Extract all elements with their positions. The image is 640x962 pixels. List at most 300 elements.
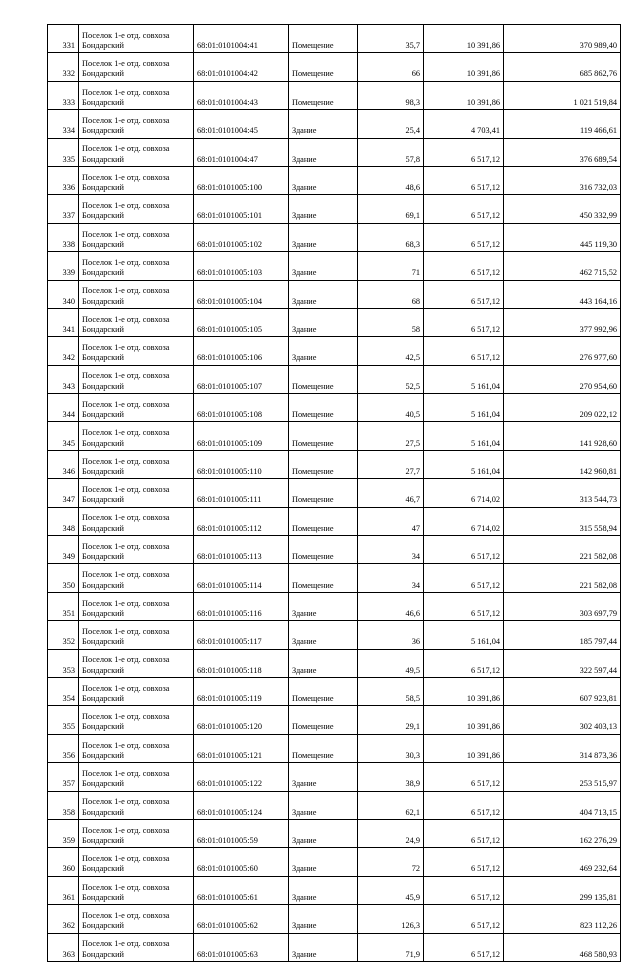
cadastral-number: 68:01:0101005:61 xyxy=(194,876,289,904)
address-cell xyxy=(79,706,194,734)
address-cell xyxy=(79,848,194,876)
address-line-district: Бондарский xyxy=(82,41,124,51)
cadastral-number: 68:01:0101005:112 xyxy=(194,507,289,535)
object-type: Помещение xyxy=(289,677,358,705)
row-number: 332 xyxy=(48,53,79,81)
area-value: 62,1 xyxy=(358,791,424,819)
object-type: Помещение xyxy=(289,507,358,535)
cadastral-value: 404 713,15 xyxy=(504,791,621,819)
area-value: 34 xyxy=(358,536,424,564)
address-line-district: Бондарский xyxy=(82,438,124,448)
address-line-settlement: Поселок 1-е отд. совхоза xyxy=(82,768,170,778)
address-line-district: Бондарский xyxy=(82,381,124,391)
object-type: Здание xyxy=(289,166,358,194)
cadastral-number: 68:01:0101005:122 xyxy=(194,763,289,791)
row-number: 349 xyxy=(48,536,79,564)
row-number: 333 xyxy=(48,81,79,109)
address-line-settlement: Поселок 1-е отд. совхоза xyxy=(82,513,170,523)
cadastral-number: 68:01:0101005:110 xyxy=(194,450,289,478)
cadastral-value: 221 582,08 xyxy=(504,564,621,592)
address-line-district: Бондарский xyxy=(82,921,124,931)
address-cell xyxy=(79,592,194,620)
cadastral-value: 162 276,29 xyxy=(504,819,621,847)
address-line-settlement: Поселок 1-е отд. совхоза xyxy=(82,456,170,466)
address-line-settlement: Поселок 1-е отд. совхоза xyxy=(82,144,170,154)
area-value: 24,9 xyxy=(358,819,424,847)
area-value: 29,1 xyxy=(358,706,424,734)
unit-value: 6 517,12 xyxy=(424,166,504,194)
row-number: 352 xyxy=(48,621,79,649)
address-cell xyxy=(79,479,194,507)
cadastral-value: 377 992,96 xyxy=(504,308,621,336)
address-line-district: Бондарский xyxy=(82,325,124,334)
address-line-district: Бондарский xyxy=(82,523,124,533)
address-cell xyxy=(79,195,194,223)
cadastral-value: 299 135,81 xyxy=(504,876,621,904)
object-type: Помещение xyxy=(289,734,358,762)
row-number: 346 xyxy=(48,450,79,478)
address-cell xyxy=(79,905,194,933)
cadastral-number: 68:01:0101005:119 xyxy=(194,677,289,705)
address-line-settlement: Поселок 1-е отд. совхоза xyxy=(82,882,170,892)
object-type: Здание xyxy=(289,621,358,649)
cadastral-number: 68:01:0101005:62 xyxy=(194,905,289,933)
cadastral-number: 68:01:0101005:118 xyxy=(194,649,289,677)
object-type: Здание xyxy=(289,905,358,933)
unit-value: 6 517,12 xyxy=(424,223,504,251)
address-line-settlement: Поселок 1-е отд. совхоза xyxy=(82,59,170,69)
table-row xyxy=(48,734,621,762)
cadastral-value: 316 732,03 xyxy=(504,166,621,194)
address-cell xyxy=(79,763,194,791)
row-number: 360 xyxy=(48,848,79,876)
table-row xyxy=(48,365,621,393)
address-line-settlement: Поселок 1-е отд. совхоза xyxy=(82,541,170,551)
address-cell xyxy=(79,166,194,194)
area-value: 68 xyxy=(358,280,424,308)
row-number: 339 xyxy=(48,252,79,280)
object-type: Здание xyxy=(289,876,358,904)
unit-value: 5 161,04 xyxy=(424,365,504,393)
address-line-district: Бондарский xyxy=(82,949,124,959)
address-line-settlement: Поселок 1-е отд. совхоза xyxy=(82,286,170,296)
cadastral-value: 314 873,36 xyxy=(504,734,621,762)
address-cell xyxy=(79,450,194,478)
object-type: Здание xyxy=(289,223,358,251)
address-line-district: Бондарский xyxy=(82,353,124,363)
row-number: 356 xyxy=(48,734,79,762)
table-row xyxy=(48,592,621,620)
address-line-settlement: Поселок 1-е отд. совхоза xyxy=(82,485,170,495)
address-cell xyxy=(79,223,194,251)
unit-value: 6 517,12 xyxy=(424,592,504,620)
cadastral-value: 270 954,60 xyxy=(504,365,621,393)
unit-value: 6 517,12 xyxy=(424,308,504,336)
cadastral-value: 823 112,26 xyxy=(504,905,621,933)
row-number: 354 xyxy=(48,677,79,705)
cadastral-number: 68:01:0101005:63 xyxy=(194,933,289,961)
row-number: 359 xyxy=(48,819,79,847)
unit-value: 6 517,12 xyxy=(424,138,504,166)
cadastral-value: 1 021 519,84 xyxy=(504,81,621,109)
table-row xyxy=(48,791,621,819)
cadastral-value: 303 697,79 xyxy=(504,592,621,620)
area-value: 38,9 xyxy=(358,763,424,791)
table-row xyxy=(48,564,621,592)
table-row xyxy=(48,479,621,507)
table-row xyxy=(48,337,621,365)
cadastral-value: 315 558,94 xyxy=(504,507,621,535)
address-line-district: Бондарский xyxy=(82,608,124,618)
area-value: 68,3 xyxy=(358,223,424,251)
cadastral-value: 142 960,81 xyxy=(504,450,621,478)
address-line-settlement: Поселок 1-е отд. совхоза xyxy=(82,115,170,125)
area-value: 49,5 xyxy=(358,649,424,677)
cadastral-number: 68:01:0101005:100 xyxy=(194,166,289,194)
row-number: 343 xyxy=(48,365,79,393)
unit-value: 5 161,04 xyxy=(424,422,504,450)
address-line-district: Бондарский xyxy=(82,211,124,221)
cadastral-value: 443 164,16 xyxy=(504,280,621,308)
row-number: 363 xyxy=(48,933,79,961)
address-line-district: Бондарский xyxy=(82,637,124,647)
address-line-settlement: Поселок 1-е отд. совхоза xyxy=(82,712,170,722)
address-line-settlement: Поселок 1-е отд. совхоза xyxy=(82,172,170,182)
object-type: Помещение xyxy=(289,564,358,592)
row-number: 336 xyxy=(48,166,79,194)
row-number: 358 xyxy=(48,791,79,819)
object-type: Здание xyxy=(289,649,358,677)
unit-value: 6 517,12 xyxy=(424,763,504,791)
address-cell xyxy=(79,819,194,847)
address-line-district: Бондарский xyxy=(82,69,124,79)
area-value: 40,5 xyxy=(358,394,424,422)
area-value: 58,5 xyxy=(358,677,424,705)
row-number: 344 xyxy=(48,394,79,422)
cadastral-value: 313 544,73 xyxy=(504,479,621,507)
address-line-settlement: Поселок 1-е отд. совхоза xyxy=(82,627,170,636)
address-cell xyxy=(79,621,194,649)
area-value: 34 xyxy=(358,564,424,592)
object-type: Помещение xyxy=(289,81,358,109)
table-row xyxy=(48,223,621,251)
address-line-district: Бондарский xyxy=(82,864,124,874)
table-row xyxy=(48,166,621,194)
address-cell xyxy=(79,791,194,819)
table-row xyxy=(48,252,621,280)
cadastral-number: 68:01:0101005:104 xyxy=(194,280,289,308)
address-line-settlement: Поселок 1-е отд. совхоза xyxy=(82,229,170,239)
table-row xyxy=(48,819,621,847)
object-type: Здание xyxy=(289,592,358,620)
area-value: 42,5 xyxy=(358,337,424,365)
unit-value: 6 517,12 xyxy=(424,933,504,961)
object-type: Здание xyxy=(289,280,358,308)
object-type: Здание xyxy=(289,848,358,876)
cadastral-number: 68:01:0101005:105 xyxy=(194,308,289,336)
table-row xyxy=(48,621,621,649)
table-row xyxy=(48,677,621,705)
address-line-settlement: Поселок 1-е отд. совхоза xyxy=(82,910,170,920)
table-row xyxy=(48,450,621,478)
unit-value: 6 517,12 xyxy=(424,876,504,904)
row-number: 353 xyxy=(48,649,79,677)
object-type: Здание xyxy=(289,308,358,336)
unit-value: 10 391,86 xyxy=(424,25,504,53)
cadastral-number: 68:01:0101005:124 xyxy=(194,791,289,819)
table-row xyxy=(48,394,621,422)
area-value: 69,1 xyxy=(358,195,424,223)
address-line-settlement: Поселок 1-е отд. совхоза xyxy=(82,314,170,324)
unit-value: 6 517,12 xyxy=(424,649,504,677)
area-value: 126,3 xyxy=(358,905,424,933)
address-cell xyxy=(79,536,194,564)
object-type: Помещение xyxy=(289,394,358,422)
address-cell xyxy=(79,933,194,961)
row-number: 335 xyxy=(48,138,79,166)
cadastral-value: 462 715,52 xyxy=(504,252,621,280)
address-line-settlement: Поселок 1-е отд. совхоза xyxy=(82,939,170,949)
cadastral-value: 322 597,44 xyxy=(504,649,621,677)
cadastral-value: 376 689,54 xyxy=(504,138,621,166)
cadastral-number: 68:01:0101005:121 xyxy=(194,734,289,762)
address-line-district: Бондарский xyxy=(82,552,124,562)
unit-value: 6 517,12 xyxy=(424,848,504,876)
cadastral-number: 68:01:0101004:41 xyxy=(194,25,289,53)
unit-value: 10 391,86 xyxy=(424,81,504,109)
cadastral-number: 68:01:0101005:106 xyxy=(194,337,289,365)
area-value: 52,5 xyxy=(358,365,424,393)
cadastral-number: 68:01:0101005:107 xyxy=(194,365,289,393)
address-line-settlement: Поселок 1-е отд. совхоза xyxy=(82,87,170,97)
cadastral-value: 253 515,97 xyxy=(504,763,621,791)
object-type: Здание xyxy=(289,195,358,223)
address-cell xyxy=(79,677,194,705)
table-row xyxy=(48,25,621,53)
address-line-district: Бондарский xyxy=(82,268,124,278)
cadastral-number: 68:01:0101005:103 xyxy=(194,252,289,280)
row-number: 334 xyxy=(48,110,79,138)
table-row xyxy=(48,933,621,961)
area-value: 27,7 xyxy=(358,450,424,478)
cadastral-value: 119 466,61 xyxy=(504,110,621,138)
row-number: 342 xyxy=(48,337,79,365)
unit-value: 6 517,12 xyxy=(424,905,504,933)
object-type: Здание xyxy=(289,763,358,791)
address-line-settlement: Поселок 1-е отд. совхоза xyxy=(82,343,170,353)
cadastral-number: 68:01:0101005:116 xyxy=(194,592,289,620)
cadastral-value: 468 580,93 xyxy=(504,933,621,961)
area-value: 47 xyxy=(358,507,424,535)
address-line-district: Бондарский xyxy=(82,126,124,136)
cadastral-number: 68:01:0101005:102 xyxy=(194,223,289,251)
cadastral-value: 302 403,13 xyxy=(504,706,621,734)
unit-value: 4 703,41 xyxy=(424,110,504,138)
address-line-settlement: Поселок 1-е отд. совхоза xyxy=(82,371,170,381)
unit-value: 6 517,12 xyxy=(424,195,504,223)
cadastral-value: 685 862,76 xyxy=(504,53,621,81)
cadastral-number: 68:01:0101005:114 xyxy=(194,564,289,592)
cadastral-value: 450 332,99 xyxy=(504,195,621,223)
address-line-district: Бондарский xyxy=(82,154,124,164)
area-value: 48,6 xyxy=(358,166,424,194)
address-line-district: Бондарский xyxy=(82,836,124,846)
address-cell xyxy=(79,53,194,81)
cadastral-value: 607 923,81 xyxy=(504,677,621,705)
row-number: 345 xyxy=(48,422,79,450)
address-cell xyxy=(79,564,194,592)
unit-value: 6 517,12 xyxy=(424,280,504,308)
address-cell xyxy=(79,394,194,422)
object-type: Помещение xyxy=(289,365,358,393)
unit-value: 6 517,12 xyxy=(424,252,504,280)
address-line-district: Бондарский xyxy=(82,694,124,704)
cadastral-number: 68:01:0101004:42 xyxy=(194,53,289,81)
address-cell xyxy=(79,734,194,762)
row-number: 338 xyxy=(48,223,79,251)
table-row xyxy=(48,110,621,138)
unit-value: 6 517,12 xyxy=(424,536,504,564)
unit-value: 6 517,12 xyxy=(424,791,504,819)
cadastral-number: 68:01:0101005:117 xyxy=(194,621,289,649)
unit-value: 6 517,12 xyxy=(424,819,504,847)
table-row xyxy=(48,876,621,904)
address-line-settlement: Поселок 1-е отд. совхоза xyxy=(82,201,170,211)
table-row xyxy=(48,848,621,876)
object-type: Здание xyxy=(289,791,358,819)
object-type: Помещение xyxy=(289,53,358,81)
unit-value: 6 517,12 xyxy=(424,564,504,592)
table-row xyxy=(48,507,621,535)
object-type: Здание xyxy=(289,819,358,847)
area-value: 45,9 xyxy=(358,876,424,904)
address-line-settlement: Поселок 1-е отд. совхоза xyxy=(82,598,170,608)
row-number: 341 xyxy=(48,308,79,336)
area-value: 71,9 xyxy=(358,933,424,961)
address-line-district: Бондарский xyxy=(82,750,124,760)
object-type: Здание xyxy=(289,337,358,365)
cadastral-number: 68:01:0101004:45 xyxy=(194,110,289,138)
address-line-district: Бондарский xyxy=(82,239,124,249)
address-cell xyxy=(79,81,194,109)
address-line-district: Бондарский xyxy=(82,892,124,902)
unit-value: 10 391,86 xyxy=(424,677,504,705)
address-line-district: Бондарский xyxy=(82,779,124,789)
address-line-settlement: Поселок 1-е отд. совхоза xyxy=(82,825,170,835)
address-cell xyxy=(79,252,194,280)
area-value: 46,7 xyxy=(358,479,424,507)
cadastral-number: 68:01:0101004:47 xyxy=(194,138,289,166)
object-type: Помещение xyxy=(289,706,358,734)
address-line-settlement: Поселок 1-е отд. совхоза xyxy=(82,257,170,267)
cadastral-value: 141 928,60 xyxy=(504,422,621,450)
object-type: Помещение xyxy=(289,450,358,478)
address-line-district: Бондарский xyxy=(82,495,124,505)
row-number: 340 xyxy=(48,280,79,308)
area-value: 71 xyxy=(358,252,424,280)
cadastral-number: 68:01:0101005:60 xyxy=(194,848,289,876)
table-row xyxy=(48,195,621,223)
address-cell xyxy=(79,25,194,53)
address-cell xyxy=(79,138,194,166)
cadastral-value: 276 977,60 xyxy=(504,337,621,365)
unit-value: 10 391,86 xyxy=(424,734,504,762)
address-cell xyxy=(79,422,194,450)
unit-value: 10 391,86 xyxy=(424,53,504,81)
unit-value: 10 391,86 xyxy=(424,706,504,734)
cadastral-value: 445 119,30 xyxy=(504,223,621,251)
address-cell xyxy=(79,649,194,677)
area-value: 98,3 xyxy=(358,81,424,109)
area-value: 72 xyxy=(358,848,424,876)
area-value: 25,4 xyxy=(358,110,424,138)
address-line-settlement: Поселок 1-е отд. совхоза xyxy=(82,399,170,409)
address-line-district: Бондарский xyxy=(82,807,124,817)
object-type: Здание xyxy=(289,110,358,138)
address-line-district: Бондарский xyxy=(82,97,124,107)
address-line-district: Бондарский xyxy=(82,580,124,590)
cadastral-number: 68:01:0101005:120 xyxy=(194,706,289,734)
area-value: 57,8 xyxy=(358,138,424,166)
unit-value: 5 161,04 xyxy=(424,621,504,649)
address-cell xyxy=(79,365,194,393)
address-line-district: Бондарский xyxy=(82,665,124,675)
row-number: 347 xyxy=(48,479,79,507)
unit-value: 5 161,04 xyxy=(424,394,504,422)
address-line-district: Бондарский xyxy=(82,410,124,420)
area-value: 36 xyxy=(358,621,424,649)
row-number: 337 xyxy=(48,195,79,223)
area-value: 46,6 xyxy=(358,592,424,620)
address-line-district: Бондарский xyxy=(82,722,124,732)
object-type: Помещение xyxy=(289,25,358,53)
area-value: 58 xyxy=(358,308,424,336)
object-type: Помещение xyxy=(289,479,358,507)
object-type: Здание xyxy=(289,138,358,166)
unit-value: 6 714,02 xyxy=(424,507,504,535)
row-number: 348 xyxy=(48,507,79,535)
cadastral-value: 185 797,44 xyxy=(504,621,621,649)
address-line-settlement: Поселок 1-е отд. совхоза xyxy=(82,30,170,40)
address-line-settlement: Поселок 1-е отд. совхоза xyxy=(82,570,170,580)
row-number: 331 xyxy=(48,25,79,53)
cadastral-number: 68:01:0101005:111 xyxy=(194,479,289,507)
table-row xyxy=(48,280,621,308)
row-number: 351 xyxy=(48,592,79,620)
unit-value: 6 517,12 xyxy=(424,337,504,365)
cadastral-value: 209 022,12 xyxy=(504,394,621,422)
table-body xyxy=(48,25,621,962)
cadastral-value: 469 232,64 xyxy=(504,848,621,876)
row-number: 355 xyxy=(48,706,79,734)
row-number: 357 xyxy=(48,763,79,791)
object-type: Помещение xyxy=(289,536,358,564)
area-value: 66 xyxy=(358,53,424,81)
address-cell xyxy=(79,280,194,308)
address-line-settlement: Поселок 1-е отд. совхоза xyxy=(82,740,170,750)
cadastral-number: 68:01:0101005:59 xyxy=(194,819,289,847)
row-number: 350 xyxy=(48,564,79,592)
address-line-district: Бондарский xyxy=(82,466,124,476)
table-row xyxy=(48,536,621,564)
address-cell xyxy=(79,507,194,535)
table-row xyxy=(48,81,621,109)
object-type: Здание xyxy=(289,252,358,280)
object-type: Помещение xyxy=(289,422,358,450)
area-value: 27,5 xyxy=(358,422,424,450)
table-row xyxy=(48,138,621,166)
unit-value: 6 714,02 xyxy=(424,479,504,507)
